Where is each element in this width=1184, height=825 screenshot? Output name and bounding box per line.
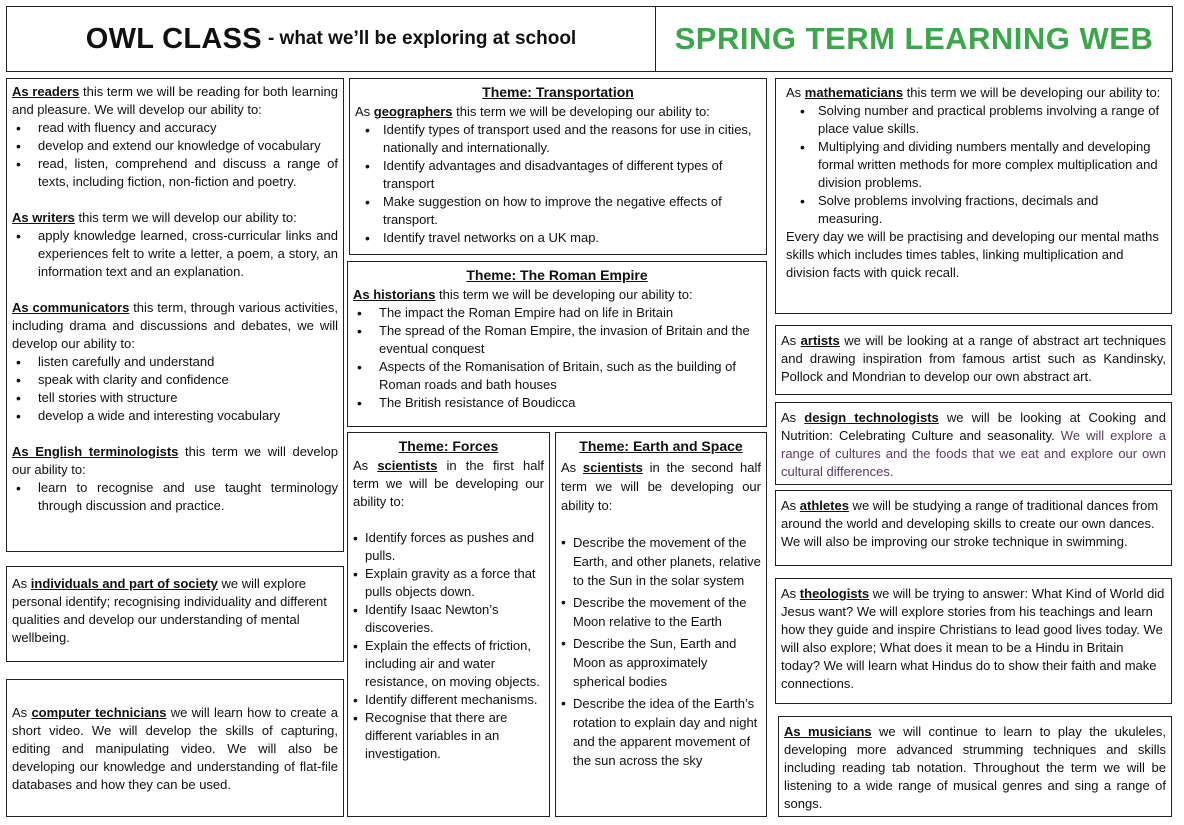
header-title-box: [6, 6, 656, 72]
role-society: individuals and part of society: [30, 576, 218, 591]
list-item: • Identify types of transport used and the reasons for use in cities, nationally and internationally.: [355, 121, 761, 157]
forces-list: [353, 529, 544, 763]
list-item: • read with fluency and accuracy: [12, 119, 338, 137]
header-subtitle: - what we’ll be exploring at school: [267, 28, 577, 49]
role-scientists: scientists: [582, 460, 643, 475]
role-mathematicians: mathematicians: [804, 85, 904, 100]
maths-box: [775, 78, 1172, 314]
geographers-list: [355, 121, 761, 247]
role-computing: computer technicians: [31, 705, 167, 720]
list-item: • Make suggestion on how to improve the negative effects of transport.: [355, 193, 761, 229]
roman-empire-box: [347, 261, 767, 427]
list-item: • Identify travel networks on a UK map.: [355, 229, 761, 247]
computing-text: As computer technicians we will learn how to create a short video. We will develop the skills of capturing, editing and manipulating video. We will also be developing our knowledge and understanding of flat-file databases and how they can be used.: [12, 705, 338, 792]
role-theologists: theologists: [799, 586, 870, 601]
list-item: • The impact the Roman Empire had on life in Britain: [353, 304, 761, 322]
readers-intro: As readers this term we will be reading for both learning and pleasure. We will develop our ability to:: [12, 84, 338, 117]
geographers-intro: As geographers this term we will be developing our ability to:: [355, 104, 710, 119]
theme-title: Theme: Forces: [398, 438, 499, 454]
role-design-technologists: design technologists: [804, 410, 939, 425]
term-title-box: [655, 6, 1173, 72]
earth-list: [561, 533, 761, 770]
pshe-text: As individuals and part of society we will explore personal identify; recognising individuality and different qualities and develop our understanding of mental wellbeing.: [12, 576, 327, 645]
re-box: [775, 578, 1172, 704]
list-item: • speak with clarity and confidence: [12, 371, 338, 389]
list-item: • learn to recognise and use taught terminology through discussion and practice.: [12, 479, 338, 515]
theme-title: Theme: Transportation: [482, 84, 634, 100]
list-item: • Aspects of the Romanisation of Britain, such as the building of Roman roads and bath houses: [353, 358, 761, 394]
art-text: As artists we will be looking at a range of abstract art techniques and drawing inspiration from famous artist such as Kandinsky, Pollock and Mondrian to develop our own abstract art.: [781, 333, 1166, 384]
term-title: SPRING TERM LEARNING WEB: [674, 21, 1154, 56]
earth-intro: As scientists in the second half term we will be developing our ability to:: [561, 460, 761, 513]
list-item: • develop a wide and interesting vocabulary: [12, 407, 338, 425]
role-communicators: As communicators: [12, 300, 130, 315]
historians-list: [353, 304, 761, 412]
list-item: • Identify different mechanisms.: [353, 691, 544, 709]
re-text: As theologists we will be trying to answer: What Kind of World did Jesus want? We will explore stories from his teachings and learn how they guide and inspire Christians to lead good lives today. We will also explore; What does it mean to be a Hindu in Britain today? We will learn what Hindus do to show their faith and make connections.: [781, 586, 1165, 691]
historians-intro: As historians this term we will be developing our ability to:: [353, 287, 693, 302]
music-text: As musicians we will continue to learn to play the ukuleles, developing more advanced strumming techniques and skills including reading tab notation. Throughout the term we will be listening to a wide range of musical genres and sing a range of songs.: [784, 724, 1166, 811]
communicators-intro: As communicators this term, through various activities, including drama and discussions and debates, we will develop our ability to:: [12, 300, 338, 351]
maths-outro: Every day we will be practising and developing our mental maths skills which includes times tables, linking multiplication and division facts with quick recall.: [786, 229, 1159, 280]
list-item: • Explain gravity as a force that pulls objects down.: [353, 565, 544, 601]
role-historians: As historians: [353, 287, 436, 302]
class-name: OWL CLASS: [85, 23, 262, 55]
role-terminologists: As English terminologists: [12, 444, 179, 459]
dt-text: As design technologists we will be looking at Cooking and Nutrition: Celebrating Culture and seasonality. We will explore a range of cultures and the foods that we eat and explore our own cultural differences.: [781, 410, 1166, 479]
list-item: • Recognise that there are different variables in an investigation.: [353, 709, 544, 763]
role-scientists: scientists: [377, 458, 438, 473]
list-item: • Identify forces as pushes and pulls.: [353, 529, 544, 565]
list-item: • The British resistance of Boudicca: [353, 394, 761, 412]
terminologists-list: [12, 479, 338, 515]
role-musicians: As musicians: [784, 724, 872, 739]
list-item: • Describe the movement of the Earth, and other planets, relative to the Sun in the solar system: [561, 533, 761, 590]
list-item: • apply knowledge learned, cross-curricular links and experiences felt to write a letter, a poem, a story, an information text and an explanation.: [12, 227, 338, 281]
role-writers: As writers: [12, 210, 75, 225]
transportation-box: [349, 78, 767, 255]
role-readers: As readers: [12, 84, 80, 99]
list-item: • listen carefully and understand: [12, 353, 338, 371]
forces-intro: As scientists in the first half term we will be developing our ability to:: [353, 458, 544, 509]
list-item: • The spread of the Roman Empire, the invasion of Britain and the eventual conquest: [353, 322, 761, 358]
writers-intro: As writers this term we will develop our ability to:: [12, 210, 297, 225]
computing-box: [6, 679, 344, 817]
earth-space-box: [555, 432, 767, 817]
pshe-box: [6, 566, 344, 662]
list-item: • Solving number and practical problems involving a range of place value skills.: [790, 102, 1161, 138]
role-geographers: geographers: [373, 104, 453, 119]
art-box: [775, 325, 1172, 395]
list-item: • Identify Isaac Newton’s discoveries.: [353, 601, 544, 637]
theme-title: Theme: The Roman Empire: [466, 267, 648, 283]
maths-intro: As mathematicians this term we will be developing our ability to:: [786, 85, 1161, 100]
forces-box: [347, 432, 550, 817]
pe-text: As athletes we will be studying a range of traditional dances from around the world and developing skills to create our own dances. We will also be improving our stroke technique in swimming.: [781, 498, 1159, 549]
list-item: • read, listen, comprehend and discuss a range of texts, including fiction, non-fiction and poetry.: [12, 155, 338, 191]
list-item: • Multiplying and dividing numbers mentally and developing formal written methods for more complex multiplication and division problems.: [790, 138, 1161, 192]
list-item: • Describe the Sun, Earth and Moon as approximately spherical bodies: [561, 634, 761, 691]
list-item: • Explain the effects of friction, including air and water resistance, on moving objects.: [353, 637, 544, 691]
list-item: • Identify advantages and disadvantages of different types of transport: [355, 157, 761, 193]
role-athletes: athletes: [799, 498, 849, 513]
theme-title: Theme: Earth and Space: [579, 438, 743, 454]
list-item: • tell stories with structure: [12, 389, 338, 407]
list-item: • Describe the idea of the Earth’s rotation to explain day and night and the apparent movement of the sun across the sky: [561, 694, 761, 770]
list-item: • Describe the movement of the Moon relative to the Earth: [561, 593, 761, 631]
english-box: [6, 78, 344, 552]
role-artists: artists: [800, 333, 840, 348]
communicators-list: [12, 353, 338, 425]
readers-list: [12, 119, 338, 191]
dt-box: [775, 402, 1172, 485]
terminologists-intro: As English terminologists this term we will develop our ability to:: [12, 444, 339, 477]
writers-list: [12, 227, 338, 281]
maths-list: [786, 102, 1161, 228]
pe-box: [775, 490, 1172, 566]
list-item: • develop and extend our knowledge of vocabulary: [12, 137, 338, 155]
music-box: [778, 716, 1172, 817]
list-item: • Solve problems involving fractions, decimals and measuring.: [790, 192, 1161, 228]
